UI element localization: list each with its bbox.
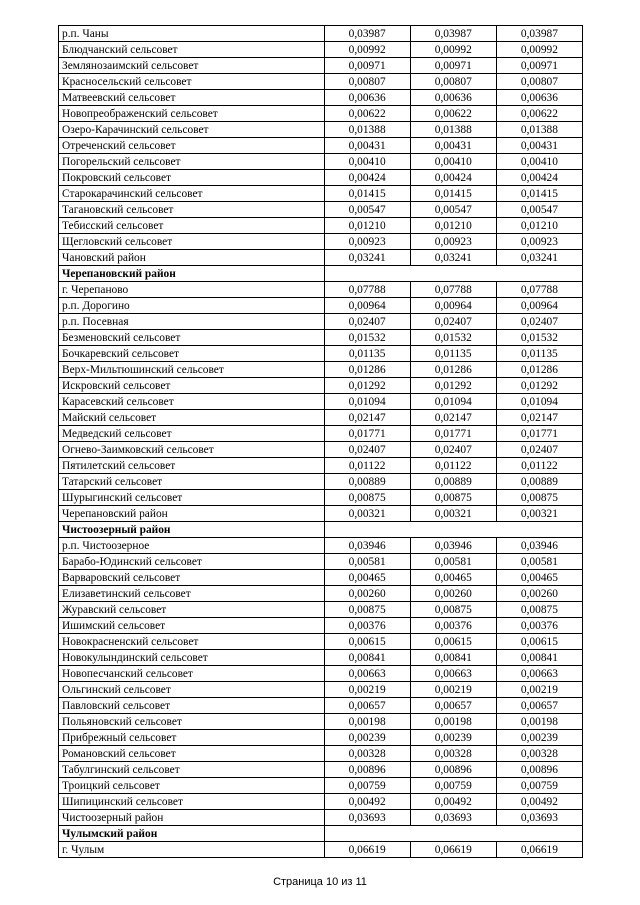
- value-cell-2: 0,03693: [410, 810, 496, 826]
- table-row: [59, 554, 583, 570]
- municipality-name-cell: Чановский район: [59, 250, 325, 266]
- value-cell-1: 0,00410: [324, 154, 410, 170]
- table-row: [59, 842, 583, 858]
- value-cell-2: 0,00260: [410, 586, 496, 602]
- value-cell-2: 0,00875: [410, 602, 496, 618]
- table-row: [59, 218, 583, 234]
- section-header-row: [59, 522, 583, 538]
- value-cell-1: 0,01122: [324, 458, 410, 474]
- value-cell-2: 0,00807: [410, 74, 496, 90]
- value-cell-3: 0,02147: [496, 410, 582, 426]
- value-cell-1: 0,03241: [324, 250, 410, 266]
- value-cell-2: 0,00663: [410, 666, 496, 682]
- value-cell-1: 0,01388: [324, 122, 410, 138]
- value-cell-3: 0,00964: [496, 298, 582, 314]
- value-cell-2: 0,02147: [410, 410, 496, 426]
- municipality-name-cell: Карасевский сельсовет: [59, 394, 325, 410]
- table-row: [59, 410, 583, 426]
- municipality-name-cell: Озеро-Карачинский сельсовет: [59, 122, 325, 138]
- value-cell-1: 0,07788: [324, 282, 410, 298]
- table-row: [59, 602, 583, 618]
- value-cell-3: 0,00992: [496, 42, 582, 58]
- value-cell-1: 0,00622: [324, 106, 410, 122]
- municipality-name-cell: Польяновский сельсовет: [59, 714, 325, 730]
- section-empty-cell: [324, 826, 582, 842]
- value-cell-3: 0,00581: [496, 554, 582, 570]
- table-row: [59, 746, 583, 762]
- value-cell-2: 0,00636: [410, 90, 496, 106]
- value-cell-3: 0,02407: [496, 314, 582, 330]
- value-cell-3: 0,00547: [496, 202, 582, 218]
- value-cell-1: 0,00431: [324, 138, 410, 154]
- table-row: [59, 714, 583, 730]
- value-cell-2: 0,00492: [410, 794, 496, 810]
- page-footer: Страница 10 из 11: [273, 876, 367, 888]
- value-cell-2: 0,00622: [410, 106, 496, 122]
- value-cell-3: 0,00971: [496, 58, 582, 74]
- table-row: [59, 314, 583, 330]
- table-row: [59, 282, 583, 298]
- value-cell-3: 0,00219: [496, 682, 582, 698]
- value-cell-1: 0,01415: [324, 186, 410, 202]
- municipality-name-cell: Блюдчанский сельсовет: [59, 42, 325, 58]
- value-cell-2: 0,00376: [410, 618, 496, 634]
- municipality-name-cell: Ольгинский сельсовет: [59, 682, 325, 698]
- value-cell-3: 0,00431: [496, 138, 582, 154]
- value-cell-3: 0,01771: [496, 426, 582, 442]
- municipality-name-cell: р.п. Чаны: [59, 26, 325, 42]
- value-cell-1: 0,02147: [324, 410, 410, 426]
- table-row: [59, 154, 583, 170]
- value-cell-3: 0,00376: [496, 618, 582, 634]
- value-cell-1: 0,01286: [324, 362, 410, 378]
- table-row: [59, 106, 583, 122]
- value-cell-3: 0,07788: [496, 282, 582, 298]
- value-cell-2: 0,01286: [410, 362, 496, 378]
- table-row: [59, 74, 583, 90]
- value-cell-2: 0,00424: [410, 170, 496, 186]
- value-cell-3: 0,03946: [496, 538, 582, 554]
- value-cell-2: 0,01094: [410, 394, 496, 410]
- table-row: [59, 42, 583, 58]
- table-row: [59, 778, 583, 794]
- value-cell-3: 0,03987: [496, 26, 582, 42]
- municipality-name-cell: Журавский сельсовет: [59, 602, 325, 618]
- value-cell-1: 0,01771: [324, 426, 410, 442]
- value-cell-2: 0,00321: [410, 506, 496, 522]
- table-row: [59, 90, 583, 106]
- municipality-name-cell: Барабо-Юдинский сельсовет: [59, 554, 325, 570]
- value-cell-1: 0,00759: [324, 778, 410, 794]
- municipality-name-cell: Черепановский район: [59, 506, 325, 522]
- value-cell-2: 0,07788: [410, 282, 496, 298]
- table-row: [59, 330, 583, 346]
- value-cell-2: 0,06619: [410, 842, 496, 858]
- value-cell-2: 0,03987: [410, 26, 496, 42]
- section-empty-cell: [324, 522, 582, 538]
- value-cell-3: 0,00328: [496, 746, 582, 762]
- value-cell-1: 0,00663: [324, 666, 410, 682]
- value-cell-3: 0,00663: [496, 666, 582, 682]
- section-name-cell: Чистоозерный район: [59, 522, 325, 538]
- municipality-name-cell: Верх-Мильтюшинский сельсовет: [59, 362, 325, 378]
- municipality-name-cell: Шурыгинский сельсовет: [59, 490, 325, 506]
- table-row: [59, 650, 583, 666]
- value-cell-3: 0,00239: [496, 730, 582, 746]
- value-cell-3: 0,00841: [496, 650, 582, 666]
- municipality-name-cell: Матвеевский сельсовет: [59, 90, 325, 106]
- value-cell-2: 0,01122: [410, 458, 496, 474]
- value-cell-1: 0,00328: [324, 746, 410, 762]
- table-row: [59, 458, 583, 474]
- municipality-name-cell: Отреченский сельсовет: [59, 138, 325, 154]
- value-cell-2: 0,01210: [410, 218, 496, 234]
- value-cell-3: 0,01415: [496, 186, 582, 202]
- value-cell-1: 0,03693: [324, 810, 410, 826]
- table-row: [59, 698, 583, 714]
- value-cell-1: 0,00807: [324, 74, 410, 90]
- table-row: [59, 666, 583, 682]
- municipality-name-cell: Майский сельсовет: [59, 410, 325, 426]
- table-row: [59, 474, 583, 490]
- value-cell-3: 0,00321: [496, 506, 582, 522]
- value-cell-2: 0,01532: [410, 330, 496, 346]
- value-cell-2: 0,00971: [410, 58, 496, 74]
- value-cell-1: 0,00889: [324, 474, 410, 490]
- value-cell-2: 0,01292: [410, 378, 496, 394]
- table-row: [59, 250, 583, 266]
- municipality-name-cell: г. Чулым: [59, 842, 325, 858]
- value-cell-1: 0,00547: [324, 202, 410, 218]
- value-cell-1: 0,03987: [324, 26, 410, 42]
- value-cell-1: 0,00841: [324, 650, 410, 666]
- value-cell-2: 0,00841: [410, 650, 496, 666]
- section-header-row: [59, 266, 583, 282]
- section-name-cell: Чулымский район: [59, 826, 325, 842]
- value-cell-3: 0,03693: [496, 810, 582, 826]
- table-row: [59, 762, 583, 778]
- value-cell-2: 0,00964: [410, 298, 496, 314]
- value-cell-1: 0,06619: [324, 842, 410, 858]
- municipality-name-cell: Ишимский сельсовет: [59, 618, 325, 634]
- value-cell-2: 0,01771: [410, 426, 496, 442]
- table-row: [59, 618, 583, 634]
- value-cell-1: 0,00615: [324, 634, 410, 650]
- value-cell-2: 0,00657: [410, 698, 496, 714]
- value-cell-3: 0,00875: [496, 490, 582, 506]
- section-name-cell: Черепановский район: [59, 266, 325, 282]
- municipality-name-cell: Варваровский сельсовет: [59, 570, 325, 586]
- value-cell-1: 0,00875: [324, 490, 410, 506]
- table-row: [59, 346, 583, 362]
- value-cell-2: 0,00198: [410, 714, 496, 730]
- municipality-name-cell: Пятилетский сельсовет: [59, 458, 325, 474]
- table-row: [59, 586, 583, 602]
- table-row: [59, 490, 583, 506]
- value-cell-1: 0,00260: [324, 586, 410, 602]
- value-cell-2: 0,01388: [410, 122, 496, 138]
- value-cell-1: 0,01532: [324, 330, 410, 346]
- value-cell-2: 0,00889: [410, 474, 496, 490]
- municipality-name-cell: Новокулындинский сельсовет: [59, 650, 325, 666]
- municipality-name-cell: Погорельский сельсовет: [59, 154, 325, 170]
- value-cell-3: 0,01532: [496, 330, 582, 346]
- municipality-name-cell: Троицкий сельсовет: [59, 778, 325, 794]
- value-cell-2: 0,00759: [410, 778, 496, 794]
- table-row: [59, 186, 583, 202]
- value-cell-3: 0,06619: [496, 842, 582, 858]
- table-row: [59, 58, 583, 74]
- section-header-row: [59, 826, 583, 842]
- value-cell-1: 0,00971: [324, 58, 410, 74]
- value-cell-2: 0,00992: [410, 42, 496, 58]
- value-cell-1: 0,00964: [324, 298, 410, 314]
- value-cell-3: 0,00807: [496, 74, 582, 90]
- value-cell-3: 0,00410: [496, 154, 582, 170]
- value-cell-2: 0,02407: [410, 442, 496, 458]
- value-cell-3: 0,00615: [496, 634, 582, 650]
- value-cell-3: 0,01388: [496, 122, 582, 138]
- municipality-name-cell: Прибрежный сельсовет: [59, 730, 325, 746]
- value-cell-3: 0,00260: [496, 586, 582, 602]
- value-cell-3: 0,00875: [496, 602, 582, 618]
- municipality-name-cell: Новопесчанский сельсовет: [59, 666, 325, 682]
- municipality-name-cell: Красносельский сельсовет: [59, 74, 325, 90]
- value-cell-3: 0,00657: [496, 698, 582, 714]
- table-row: [59, 442, 583, 458]
- value-cell-1: 0,00465: [324, 570, 410, 586]
- value-cell-3: 0,00896: [496, 762, 582, 778]
- value-cell-2: 0,01135: [410, 346, 496, 362]
- municipality-name-cell: Новокрасненский сельсовет: [59, 634, 325, 650]
- value-cell-1: 0,03946: [324, 538, 410, 554]
- value-cell-1: 0,00875: [324, 602, 410, 618]
- municipality-name-cell: Искровский сельсовет: [59, 378, 325, 394]
- value-cell-2: 0,00547: [410, 202, 496, 218]
- value-cell-1: 0,00219: [324, 682, 410, 698]
- value-cell-2: 0,00875: [410, 490, 496, 506]
- municipality-name-cell: Покровский сельсовет: [59, 170, 325, 186]
- municipality-name-cell: Огнево-Заимковский сельсовет: [59, 442, 325, 458]
- municipality-name-cell: Тебисский сельсовет: [59, 218, 325, 234]
- municipality-name-cell: г. Черепаново: [59, 282, 325, 298]
- table-row: [59, 394, 583, 410]
- value-cell-1: 0,01292: [324, 378, 410, 394]
- value-cell-1: 0,00896: [324, 762, 410, 778]
- municipality-name-cell: Тагановский сельсовет: [59, 202, 325, 218]
- value-cell-2: 0,00239: [410, 730, 496, 746]
- value-cell-2: 0,00219: [410, 682, 496, 698]
- municipality-name-cell: Медведский сельсовет: [59, 426, 325, 442]
- value-cell-3: 0,00198: [496, 714, 582, 730]
- value-cell-1: 0,00923: [324, 234, 410, 250]
- value-cell-1: 0,00376: [324, 618, 410, 634]
- value-cell-3: 0,00759: [496, 778, 582, 794]
- value-cell-3: 0,00465: [496, 570, 582, 586]
- table-row: [59, 426, 583, 442]
- value-cell-1: 0,02407: [324, 442, 410, 458]
- municipality-name-cell: р.п. Посевная: [59, 314, 325, 330]
- table-row: [59, 730, 583, 746]
- table-row: [59, 682, 583, 698]
- value-cell-2: 0,00581: [410, 554, 496, 570]
- municipality-name-cell: Безменовский сельсовет: [59, 330, 325, 346]
- value-cell-1: 0,00992: [324, 42, 410, 58]
- table-row: [59, 794, 583, 810]
- value-cell-2: 0,03946: [410, 538, 496, 554]
- value-cell-3: 0,00622: [496, 106, 582, 122]
- table-row: [59, 298, 583, 314]
- value-cell-1: 0,00581: [324, 554, 410, 570]
- value-cell-3: 0,01094: [496, 394, 582, 410]
- value-cell-2: 0,03241: [410, 250, 496, 266]
- section-empty-cell: [324, 266, 582, 282]
- table-row: [59, 26, 583, 42]
- municipality-name-cell: Шипицинский сельсовет: [59, 794, 325, 810]
- value-cell-2: 0,00615: [410, 634, 496, 650]
- table-row: [59, 170, 583, 186]
- table-row: [59, 378, 583, 394]
- value-cell-2: 0,00431: [410, 138, 496, 154]
- value-cell-2: 0,00465: [410, 570, 496, 586]
- municipality-name-cell: Землянозаимский сельсовет: [59, 58, 325, 74]
- municipality-name-cell: Павловский сельсовет: [59, 698, 325, 714]
- value-cell-1: 0,00492: [324, 794, 410, 810]
- value-cell-1: 0,02407: [324, 314, 410, 330]
- value-cell-3: 0,01292: [496, 378, 582, 394]
- value-cell-2: 0,00410: [410, 154, 496, 170]
- value-cell-2: 0,02407: [410, 314, 496, 330]
- table-row: [59, 634, 583, 650]
- value-cell-3: 0,01210: [496, 218, 582, 234]
- value-cell-1: 0,00198: [324, 714, 410, 730]
- value-cell-3: 0,02407: [496, 442, 582, 458]
- municipality-name-cell: Табулгинский сельсовет: [59, 762, 325, 778]
- table-row: [59, 138, 583, 154]
- value-cell-1: 0,00424: [324, 170, 410, 186]
- value-cell-1: 0,01094: [324, 394, 410, 410]
- table-row: [59, 362, 583, 378]
- value-cell-2: 0,00328: [410, 746, 496, 762]
- municipality-name-cell: Новопреображенский сельсовет: [59, 106, 325, 122]
- coefficients-table: [58, 25, 583, 858]
- table-row: [59, 202, 583, 218]
- table-row: [59, 506, 583, 522]
- value-cell-3: 0,01286: [496, 362, 582, 378]
- municipality-name-cell: Бочкаревский сельсовет: [59, 346, 325, 362]
- value-cell-1: 0,00321: [324, 506, 410, 522]
- value-cell-1: 0,00657: [324, 698, 410, 714]
- municipality-name-cell: р.п. Дорогино: [59, 298, 325, 314]
- table-row: [59, 122, 583, 138]
- value-cell-3: 0,00424: [496, 170, 582, 186]
- table-row: [59, 810, 583, 826]
- value-cell-1: 0,00636: [324, 90, 410, 106]
- municipality-name-cell: Романовский сельсовет: [59, 746, 325, 762]
- municipality-name-cell: Щегловский сельсовет: [59, 234, 325, 250]
- value-cell-1: 0,01210: [324, 218, 410, 234]
- value-cell-1: 0,01135: [324, 346, 410, 362]
- value-cell-3: 0,00492: [496, 794, 582, 810]
- municipality-name-cell: Елизаветинский сельсовет: [59, 586, 325, 602]
- municipality-name-cell: Татарский сельсовет: [59, 474, 325, 490]
- value-cell-2: 0,01415: [410, 186, 496, 202]
- value-cell-3: 0,01122: [496, 458, 582, 474]
- table-row: [59, 570, 583, 586]
- municipality-name-cell: Старокарачинский сельсовет: [59, 186, 325, 202]
- municipality-name-cell: р.п. Чистоозерное: [59, 538, 325, 554]
- value-cell-2: 0,00896: [410, 762, 496, 778]
- table-row: [59, 234, 583, 250]
- value-cell-2: 0,00923: [410, 234, 496, 250]
- value-cell-3: 0,00923: [496, 234, 582, 250]
- table-row: [59, 538, 583, 554]
- value-cell-3: 0,03241: [496, 250, 582, 266]
- value-cell-1: 0,00239: [324, 730, 410, 746]
- municipality-name-cell: Чистоозерный район: [59, 810, 325, 826]
- table-body: [59, 26, 583, 858]
- value-cell-3: 0,00889: [496, 474, 582, 490]
- value-cell-3: 0,00636: [496, 90, 582, 106]
- value-cell-3: 0,01135: [496, 346, 582, 362]
